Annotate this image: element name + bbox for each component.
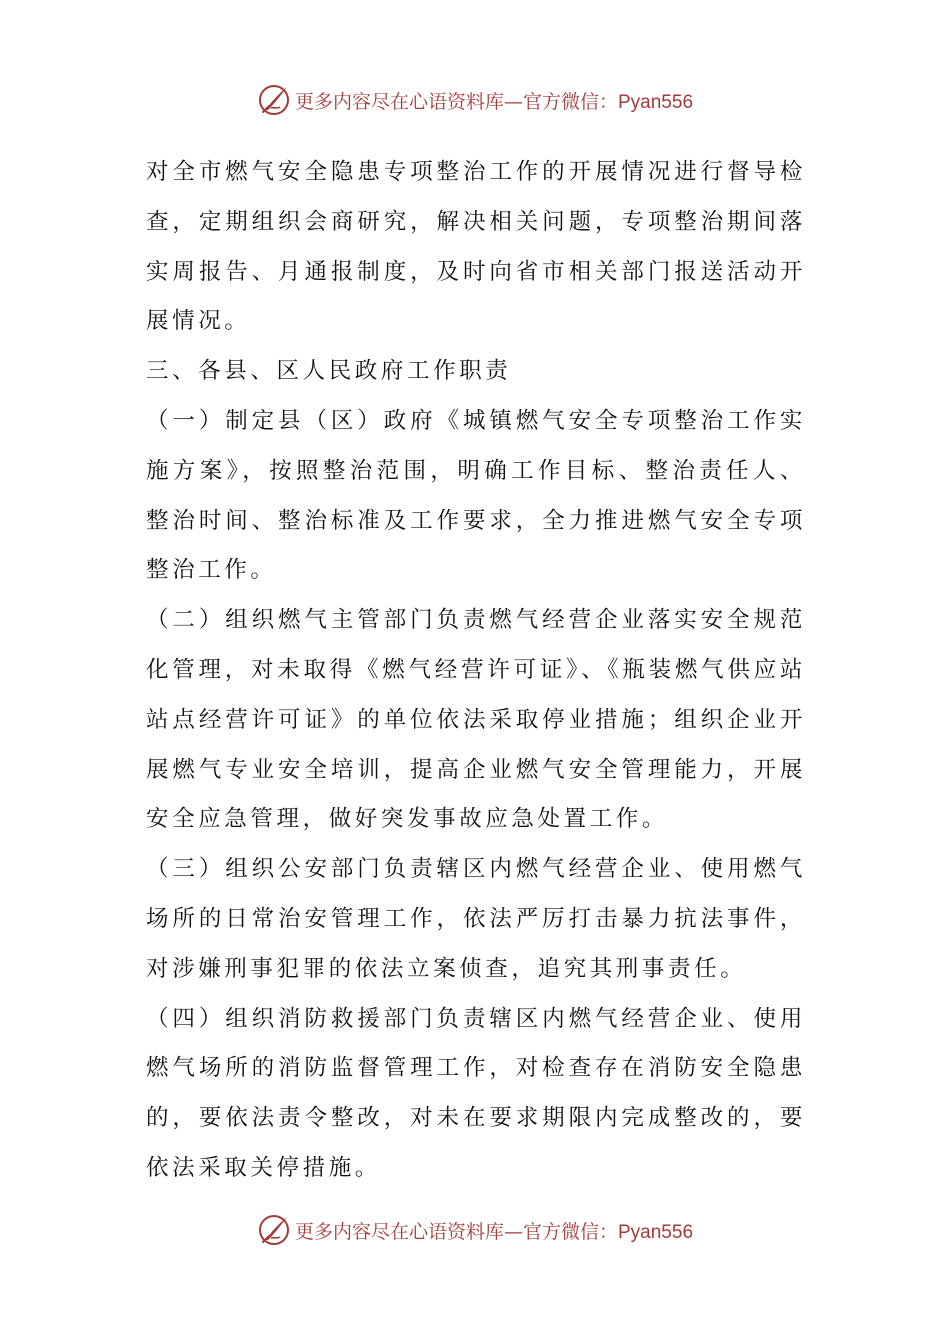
section-heading: 三、各县、区人民政府工作职责 bbox=[146, 358, 512, 385]
banner-wechat-label: 官方微信： bbox=[522, 1220, 618, 1243]
banner-dash: — bbox=[503, 1220, 523, 1243]
banner-text bbox=[295, 87, 693, 114]
banner-dash: — bbox=[503, 90, 523, 113]
paragraph: （二）组织燃气主管部门负责燃气经营企业落实安全规范化管理，对未取得《燃气经营许可证》、《瓶装燃气供应站站点经营许可证》的单位依法采取停业措施；组织企业开展燃气专业安全培训，提高企业燃气安全管理能力，开展安全应急管理，做好突发事故应急处置工作。 bbox=[146, 607, 806, 833]
header-banner bbox=[0, 80, 950, 120]
document-body bbox=[146, 148, 806, 1194]
banner-wechat-id: Pyan556 bbox=[618, 91, 694, 113]
banner-site-text: 更多内容尽在心语资料库 bbox=[294, 90, 504, 113]
banner-wechat-id: Pyan556 bbox=[618, 1221, 694, 1243]
paragraph: （四）组织消防救援部门负责辖区内燃气经营企业、使用燃气场所的消防监督管理工作，对检查存在消防安全隐患的，要依法责令整改，对未在要求期限内完成整改的，要依法采取关停措施。 bbox=[146, 1005, 806, 1181]
quill-logo-icon bbox=[257, 83, 291, 117]
footer-banner bbox=[0, 1210, 950, 1250]
quill-logo-icon bbox=[257, 1213, 291, 1247]
paragraph: （三）组织公安部门负责辖区内燃气经营企业、使用燃气场所的日常治安管理工作，依法严厉打击暴力抗法事件，对涉嫌刑事犯罪的依法立案侦查，追究其刑事责任。 bbox=[146, 856, 806, 982]
banner-wechat-label: 官方微信： bbox=[522, 90, 618, 113]
banner-text bbox=[295, 1217, 693, 1244]
banner-site-text: 更多内容尽在心语资料库 bbox=[294, 1220, 504, 1243]
paragraph: （一）制定县（区）政府《城镇燃气安全专项整治工作实施方案》，按照整治范围，明确工作目标、整治责任人、整治时间、整治标准及工作要求，全力推进燃气安全专项整治工作。 bbox=[146, 407, 806, 584]
paragraph: 对全市燃气安全隐患专项整治工作的开展情况进行督导检查，定期组织会商研究，解决相关问题，专项整治期间落实周报告、月通报制度，及时向省市相关部门报送活动开展情况。 bbox=[146, 159, 806, 335]
